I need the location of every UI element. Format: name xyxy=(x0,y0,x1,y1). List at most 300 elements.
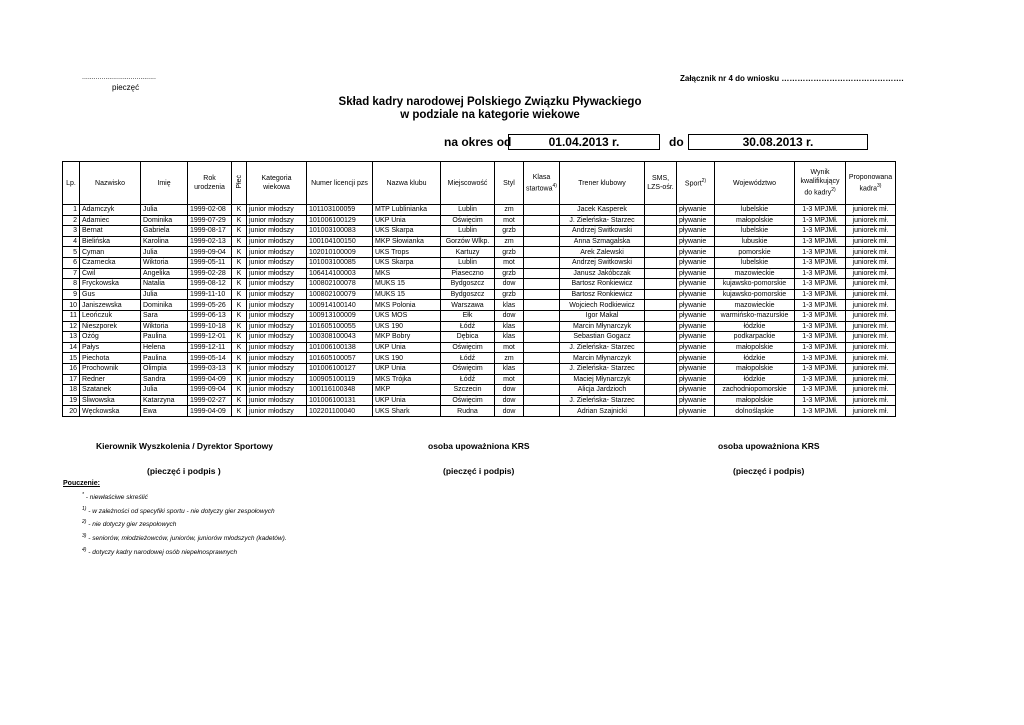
cell-birth-year: 1999-05-14 xyxy=(188,353,232,364)
cell-birth-year: 1999-05-11 xyxy=(188,257,232,268)
cell-club: UKS Trops xyxy=(373,247,441,258)
cell-sex: K xyxy=(232,236,247,247)
cell-sex: K xyxy=(232,406,247,417)
cell-sex: K xyxy=(232,321,247,332)
cell-surname: Nieszporek xyxy=(80,321,141,332)
table-row xyxy=(63,257,896,268)
cell-voivodeship: małopolskie xyxy=(715,215,795,226)
cell-license: 100905100119 xyxy=(307,374,373,385)
table-row xyxy=(63,374,896,385)
cell-birth-year: 1999-02-08 xyxy=(188,205,232,216)
note-item xyxy=(82,490,287,504)
cell-sport: pływanie xyxy=(677,353,715,364)
cell-surname: Ożóg xyxy=(80,332,141,343)
cell-age-category: junior młodszy xyxy=(247,374,307,385)
cell-class xyxy=(524,321,560,332)
cell-coach: J. Zieleńska- Starzec xyxy=(560,363,645,374)
cell-sex: K xyxy=(232,385,247,396)
cell-club: MUKS 15 xyxy=(373,279,441,290)
cell-age-category: junior młodszy xyxy=(247,247,307,258)
table-row xyxy=(63,395,896,406)
cell-style: klas xyxy=(495,321,524,332)
cell-age-category: junior młodszy xyxy=(247,353,307,364)
table-row xyxy=(63,205,896,216)
col-age-category: Kategoria wiekowa xyxy=(247,162,307,205)
cell-voivodeship: lubelskie xyxy=(715,205,795,216)
cell-license: 100802100078 xyxy=(307,279,373,290)
cell-style: klas xyxy=(495,300,524,311)
cell-style: zm xyxy=(495,353,524,364)
cell-birth-year: 1999-03-13 xyxy=(188,363,232,374)
cell-sport: pływanie xyxy=(677,289,715,300)
cell-club: UKP Unia xyxy=(373,395,441,406)
cell-city: Łódź xyxy=(441,374,495,385)
document-title xyxy=(0,96,980,122)
cell-license: 102010100009 xyxy=(307,247,373,258)
cell-style: dow xyxy=(495,279,524,290)
cell-lp: 6 xyxy=(63,257,80,268)
cell-birth-year: 1999-12-11 xyxy=(188,342,232,353)
cell-result: 1-3 MPJMł. xyxy=(795,226,846,237)
cell-name: Julia xyxy=(141,247,188,258)
cell-club: MKS Trójka xyxy=(373,374,441,385)
cell-coach: Sebastian Gogacz xyxy=(560,332,645,343)
cell-voivodeship: łódzkie xyxy=(715,353,795,364)
cell-style: grzb xyxy=(495,226,524,237)
cell-name: Paulina xyxy=(141,353,188,364)
cell-lp: 7 xyxy=(63,268,80,279)
cell-surname: Fryckowska xyxy=(80,279,141,290)
signature-left-sub: (pieczęć i podpis ) xyxy=(147,466,221,476)
cell-license: 101006100138 xyxy=(307,342,373,353)
col-club: Nazwa klubu xyxy=(373,162,441,205)
cell-style: dow xyxy=(495,310,524,321)
signature-mid-title: osoba upoważniona KRS xyxy=(428,441,530,451)
cell-class xyxy=(524,289,560,300)
cell-voivodeship: lubuskie xyxy=(715,236,795,247)
cell-sport: pływanie xyxy=(677,268,715,279)
cell-sms xyxy=(645,300,677,311)
cell-birth-year: 1999-05-26 xyxy=(188,300,232,311)
cell-city: Oświęcim xyxy=(441,363,495,374)
cell-sex: K xyxy=(232,268,247,279)
cell-age-category: junior młodszy xyxy=(247,321,307,332)
annex-label: Załącznik nr 4 do wniosku ………………………………………. xyxy=(680,74,904,83)
cell-club: UKS 190 xyxy=(373,321,441,332)
cell-birth-year: 1999-02-28 xyxy=(188,268,232,279)
cell-proposed: juniorek mł. xyxy=(846,236,896,247)
cell-club: MKP Słowianka xyxy=(373,236,441,247)
cell-license: 106414100003 xyxy=(307,268,373,279)
table-row xyxy=(63,406,896,417)
cell-voivodeship: lubelskie xyxy=(715,226,795,237)
cell-result: 1-3 MPJMł. xyxy=(795,236,846,247)
note-text: - seniorów, młodzieżowców, juniorów, juniorów młodszych (kadetów). xyxy=(86,535,287,543)
cell-sex: K xyxy=(232,279,247,290)
cell-voivodeship: mazowieckie xyxy=(715,300,795,311)
cell-coach: Bartosz Ronkiewicz xyxy=(560,289,645,300)
cell-sport: pływanie xyxy=(677,406,715,417)
col-sex-label: Płeć xyxy=(235,174,243,189)
cell-style: dow xyxy=(495,406,524,417)
cell-surname: Bernat xyxy=(80,226,141,237)
cell-license: 101006100127 xyxy=(307,363,373,374)
cell-class xyxy=(524,310,560,321)
period-to-value: 30.08.2013 r. xyxy=(688,134,868,150)
cell-result: 1-3 MPJMł. xyxy=(795,374,846,385)
cell-license: 101003100083 xyxy=(307,226,373,237)
cell-sport: pływanie xyxy=(677,385,715,396)
cell-style: dow xyxy=(495,385,524,396)
cell-license: 101003100085 xyxy=(307,257,373,268)
cell-voivodeship: mazowieckie xyxy=(715,268,795,279)
cell-city: Rudna xyxy=(441,406,495,417)
col-sport-sup: 2) xyxy=(701,178,707,185)
cell-age-category: junior młodszy xyxy=(247,205,307,216)
note-item xyxy=(82,517,287,531)
cell-birth-year: 1999-02-13 xyxy=(188,236,232,247)
cell-club: UKS Shark xyxy=(373,406,441,417)
cell-voivodeship: pomorskie xyxy=(715,247,795,258)
cell-club: MKP Bobry xyxy=(373,332,441,343)
cell-style: mot xyxy=(495,342,524,353)
cell-lp: 17 xyxy=(63,374,80,385)
cell-sms xyxy=(645,385,677,396)
cell-surname: Piechota xyxy=(80,353,141,364)
cell-coach: Jacek Kasperek xyxy=(560,205,645,216)
cell-city: Ełk xyxy=(441,310,495,321)
cell-sms xyxy=(645,321,677,332)
cell-club: MKP xyxy=(373,385,441,396)
cell-voivodeship: małopolskie xyxy=(715,395,795,406)
cell-city: Oświęcim xyxy=(441,395,495,406)
notes-heading: Pouczenie: xyxy=(63,480,100,487)
cell-result: 1-3 MPJMł. xyxy=(795,268,846,279)
cell-age-category: junior młodszy xyxy=(247,363,307,374)
cell-lp: 4 xyxy=(63,236,80,247)
signature-mid-sub: (pieczęć i podpis) xyxy=(443,466,515,476)
cell-lp: 9 xyxy=(63,289,80,300)
cell-sex: K xyxy=(232,300,247,311)
col-sms: SMS, LZS-ośr. xyxy=(645,162,677,205)
col-license: Numer licencji pzs xyxy=(307,162,373,205)
cell-sex: K xyxy=(232,374,247,385)
cell-coach: Arek Zalewski xyxy=(560,247,645,258)
cell-club: UKP Unia xyxy=(373,363,441,374)
note-text: - dotyczy kadry narodowej osób niepełnosprawnych xyxy=(86,548,238,556)
cell-result: 1-3 MPJMł. xyxy=(795,215,846,226)
col-sport-label: Sport xyxy=(684,180,702,188)
col-proposed xyxy=(846,162,896,205)
col-class xyxy=(524,162,560,205)
cell-license: 100802100079 xyxy=(307,289,373,300)
cell-sms xyxy=(645,236,677,247)
cell-lp: 10 xyxy=(63,300,80,311)
cell-age-category: junior młodszy xyxy=(247,385,307,396)
title-line-2: w podziale na kategorie wiekowe xyxy=(400,109,580,121)
cell-birth-year: 1999-09-04 xyxy=(188,385,232,396)
col-sport xyxy=(677,162,715,205)
table-row xyxy=(63,310,896,321)
cell-class xyxy=(524,205,560,216)
cell-sex: K xyxy=(232,205,247,216)
cell-license: 101605100055 xyxy=(307,321,373,332)
cell-age-category: junior młodszy xyxy=(247,236,307,247)
col-lp: Lp. xyxy=(63,162,80,205)
table-row xyxy=(63,247,896,258)
cell-age-category: junior młodszy xyxy=(247,215,307,226)
cell-age-category: junior młodszy xyxy=(247,226,307,237)
cell-surname: Redner xyxy=(80,374,141,385)
cell-sms xyxy=(645,406,677,417)
cell-city: Szczecin xyxy=(441,385,495,396)
cell-class xyxy=(524,300,560,311)
cell-style: grzb xyxy=(495,247,524,258)
cell-sex: K xyxy=(232,215,247,226)
cell-lp: 12 xyxy=(63,321,80,332)
cell-surname: Bielińska xyxy=(80,236,141,247)
col-birth-year: Rok urodzenia xyxy=(188,162,232,205)
table-row xyxy=(63,268,896,279)
cell-sex: K xyxy=(232,247,247,258)
cell-birth-year: 1999-08-12 xyxy=(188,279,232,290)
cell-name: Sandra xyxy=(141,374,188,385)
col-surname: Nazwisko xyxy=(80,162,141,205)
cell-sport: pływanie xyxy=(677,215,715,226)
cell-sms xyxy=(645,363,677,374)
cell-sms xyxy=(645,374,677,385)
cell-class xyxy=(524,342,560,353)
note-mark: 2) xyxy=(82,519,87,526)
cell-surname: Śliwowska xyxy=(80,395,141,406)
cell-proposed: juniorek mł. xyxy=(846,279,896,290)
note-mark: 3) xyxy=(82,532,87,539)
col-result-label: Wynik kwalifikujący do kadry xyxy=(800,169,840,197)
cell-style: mot xyxy=(495,257,524,268)
cell-name: Sara xyxy=(141,310,188,321)
cell-name: Helena xyxy=(141,342,188,353)
cell-birth-year: 1999-07-29 xyxy=(188,215,232,226)
table-row xyxy=(63,226,896,237)
cell-name: Karolina xyxy=(141,236,188,247)
cell-city: Lublin xyxy=(441,257,495,268)
cell-proposed: juniorek mł. xyxy=(846,310,896,321)
cell-result: 1-3 MPJMł. xyxy=(795,247,846,258)
cell-coach: J. Zieleńska- Starzec xyxy=(560,215,645,226)
signature-right-title: osoba upoważniona KRS xyxy=(718,441,820,451)
cell-result: 1-3 MPJMł. xyxy=(795,257,846,268)
cell-license: 100308100043 xyxy=(307,332,373,343)
col-coach: Trener klubowy xyxy=(560,162,645,205)
cell-sex: K xyxy=(232,342,247,353)
cell-style: grzb xyxy=(495,268,524,279)
table-row xyxy=(63,300,896,311)
signature-left-title: Kierownik Wyszkolenia / Dyrektor Sportowy xyxy=(96,441,273,451)
cell-birth-year: 1999-12-01 xyxy=(188,332,232,343)
cell-surname: Cyman xyxy=(80,247,141,258)
cell-result: 1-3 MPJMł. xyxy=(795,310,846,321)
cell-surname: Janiszewska xyxy=(80,300,141,311)
cell-sms xyxy=(645,247,677,258)
cell-voivodeship: warmińsko-mazurskie xyxy=(715,310,795,321)
cell-sex: K xyxy=(232,257,247,268)
note-mark: 1) xyxy=(82,505,87,512)
cell-club: MUKS 15 xyxy=(373,289,441,300)
cell-result: 1-3 MPJMł. xyxy=(795,279,846,290)
cell-age-category: junior młodszy xyxy=(247,332,307,343)
table-row xyxy=(63,289,896,300)
cell-style: klas xyxy=(495,363,524,374)
cell-class xyxy=(524,247,560,258)
cell-club: UKS Skarpa xyxy=(373,257,441,268)
note-text: - niewłaściwe skreślić xyxy=(83,494,148,502)
cell-name: Dominika xyxy=(141,300,188,311)
cell-coach: Wojciech Rodkiewicz xyxy=(560,300,645,311)
cell-license: 100104100150 xyxy=(307,236,373,247)
cell-proposed: juniorek mł. xyxy=(846,342,896,353)
cell-city: Lublin xyxy=(441,226,495,237)
cell-proposed: juniorek mł. xyxy=(846,215,896,226)
cell-city: Dębica xyxy=(441,332,495,343)
cell-voivodeship: kujawsko-pomorskie xyxy=(715,279,795,290)
cell-license: 102201100040 xyxy=(307,406,373,417)
cell-class xyxy=(524,257,560,268)
cell-birth-year: 1999-10-18 xyxy=(188,321,232,332)
cell-lp: 19 xyxy=(63,395,80,406)
cell-sex: K xyxy=(232,226,247,237)
cell-name: Wiktoria xyxy=(141,321,188,332)
cell-sms xyxy=(645,310,677,321)
cell-proposed: juniorek mł. xyxy=(846,257,896,268)
cell-class xyxy=(524,353,560,364)
cell-class xyxy=(524,363,560,374)
cell-style: zm xyxy=(495,236,524,247)
cell-proposed: juniorek mł. xyxy=(846,395,896,406)
cell-age-category: junior młodszy xyxy=(247,406,307,417)
cell-sex: K xyxy=(232,395,247,406)
cell-license: 101605100057 xyxy=(307,353,373,364)
cell-result: 1-3 MPJMł. xyxy=(795,353,846,364)
cell-sport: pływanie xyxy=(677,247,715,258)
cell-sport: pływanie xyxy=(677,279,715,290)
cell-age-category: junior młodszy xyxy=(247,279,307,290)
cell-birth-year: 1999-08-17 xyxy=(188,226,232,237)
cell-age-category: junior młodszy xyxy=(247,310,307,321)
cell-style: grzb xyxy=(495,289,524,300)
col-result xyxy=(795,162,846,205)
cell-name: Julia xyxy=(141,289,188,300)
col-sex xyxy=(232,162,247,205)
cell-name: Paulina xyxy=(141,332,188,343)
cell-sex: K xyxy=(232,289,247,300)
cell-coach: J. Zieleńska- Starzec xyxy=(560,395,645,406)
cell-city: Oświęcim xyxy=(441,215,495,226)
cell-city: Warszawa xyxy=(441,300,495,311)
cell-coach: Marcin Młynarczyk xyxy=(560,353,645,364)
cell-sport: pływanie xyxy=(677,257,715,268)
cell-city: Łódź xyxy=(441,353,495,364)
cell-proposed: juniorek mł. xyxy=(846,363,896,374)
cell-coach: Anna Szmagalska xyxy=(560,236,645,247)
cell-coach: Bartosz Ronkiewicz xyxy=(560,279,645,290)
cell-proposed: juniorek mł. xyxy=(846,321,896,332)
table-row xyxy=(63,215,896,226)
cell-sms xyxy=(645,332,677,343)
squad-table xyxy=(62,161,896,417)
cell-license: 101006100129 xyxy=(307,215,373,226)
cell-sms xyxy=(645,205,677,216)
cell-license: 101006100131 xyxy=(307,395,373,406)
cell-sport: pływanie xyxy=(677,310,715,321)
cell-city: Kartuzy xyxy=(441,247,495,258)
cell-sms xyxy=(645,215,677,226)
cell-sms xyxy=(645,226,677,237)
cell-city: Piaseczno xyxy=(441,268,495,279)
cell-lp: 8 xyxy=(63,279,80,290)
cell-sms xyxy=(645,257,677,268)
col-result-sup: 2) xyxy=(831,187,836,194)
cell-name: Julia xyxy=(141,205,188,216)
stamp-dots: ...................................... xyxy=(82,74,156,81)
cell-style: mot xyxy=(495,215,524,226)
cell-voivodeship: małopolskie xyxy=(715,342,795,353)
cell-proposed: juniorek mł. xyxy=(846,205,896,216)
cell-proposed: juniorek mł. xyxy=(846,374,896,385)
cell-club: MKS xyxy=(373,268,441,279)
cell-voivodeship: podkarpackie xyxy=(715,332,795,343)
cell-birth-year: 1999-06-13 xyxy=(188,310,232,321)
cell-club: MTP Lublinianka xyxy=(373,205,441,216)
cell-result: 1-3 MPJMł. xyxy=(795,395,846,406)
cell-class xyxy=(524,395,560,406)
cell-birth-year: 1999-04-09 xyxy=(188,406,232,417)
cell-lp: 3 xyxy=(63,226,80,237)
cell-city: Bydgoszcz xyxy=(441,279,495,290)
col-city: Miejscowość xyxy=(441,162,495,205)
cell-voivodeship: lubelskie xyxy=(715,257,795,268)
notes-list xyxy=(82,490,287,558)
cell-sms xyxy=(645,342,677,353)
cell-proposed: juniorek mł. xyxy=(846,406,896,417)
cell-proposed: juniorek mł. xyxy=(846,353,896,364)
cell-proposed: juniorek mł. xyxy=(846,289,896,300)
table-row xyxy=(63,321,896,332)
cell-voivodeship: łódzkie xyxy=(715,321,795,332)
cell-city: Lublin xyxy=(441,205,495,216)
cell-sport: pływanie xyxy=(677,332,715,343)
cell-club: UKS Skarpa xyxy=(373,226,441,237)
cell-name: Dominika xyxy=(141,215,188,226)
cell-name: Wiktoria xyxy=(141,257,188,268)
cell-class xyxy=(524,226,560,237)
col-proposed-sup: 3) xyxy=(877,182,882,189)
cell-age-category: junior młodszy xyxy=(247,289,307,300)
col-proposed-label: Proponowana kadra xyxy=(848,173,893,193)
cell-surname: Ćwil xyxy=(80,268,141,279)
period-from-label: na okres od xyxy=(444,135,512,149)
table-row xyxy=(63,385,896,396)
cell-lp: 11 xyxy=(63,310,80,321)
cell-proposed: juniorek mł. xyxy=(846,385,896,396)
cell-style: klas xyxy=(495,332,524,343)
cell-coach: Igor Makal xyxy=(560,310,645,321)
cell-sms xyxy=(645,353,677,364)
cell-proposed: juniorek mł. xyxy=(846,226,896,237)
cell-license: 101103100059 xyxy=(307,205,373,216)
cell-result: 1-3 MPJMł. xyxy=(795,406,846,417)
cell-sport: pływanie xyxy=(677,395,715,406)
stamp-label: pieczęć xyxy=(112,83,140,92)
